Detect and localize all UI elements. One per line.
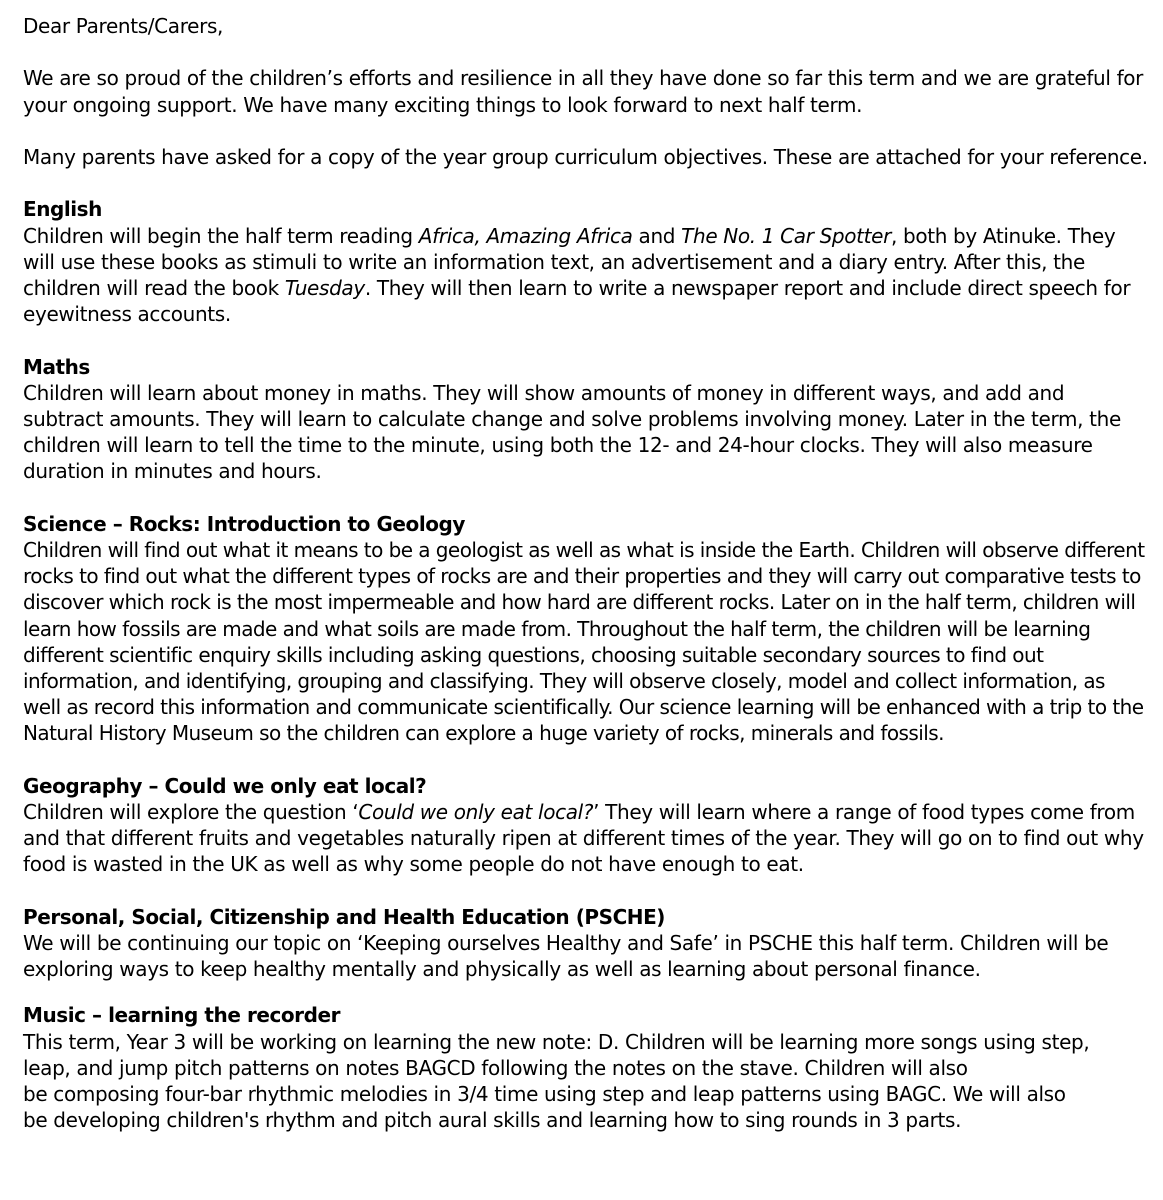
geography-paragraph — [23, 799, 1148, 878]
geography-question: Could we only eat local? — [358, 800, 594, 824]
english-book-3: Tuesday — [284, 275, 365, 300]
science-paragraph: Children will find out what it means to be a geologist as well as what is inside the Earth. Children will observe different rocks to find out what the different types of rocks are and their properties and they will carry out comparative tests to discover which rock is the most impermeable and how hard are different rocks. Later on in the half term, children will learn how fossils are made and what soils are made from. Throughout the half term, the children will be learning different scientific enquiry skills including asking questions, choosing suitable secondary sources to find out information, and identifying, grouping and classifying. They will observe closely, model and collect information, as well as record this information and communicate scientifically. Our science learning will be enhanced with a trip to the Natural History Museum so the children can explore a huge variety of rocks, minerals and fossils. — [23, 537, 1145, 746]
english-text-2: and — [632, 223, 682, 248]
english-text-3: , both by Atinuke. They will use these books as stimuli to write an information text, an advertisement and a diary entry. After this, the children will read the book — [23, 223, 1116, 300]
geography-text-2: ’ They will learn where a range of food types come from and that different fruits and vegetables naturally ripen at different times of the year. They will go on to find out why food is wasted in the UK as well as why some people do not have enough to eat. — [23, 800, 1144, 877]
maths-paragraph: Children will learn about money in maths. They will show amounts of money in different ways, and add and subtract amounts. They will learn to calculate change and solve problems involving money. Later in the term, the children will learn to tell the time to the minute, using both the 12- and 24-hour clocks. They will also measure duration in minutes and hours. — [23, 380, 1121, 484]
english-paragraph — [23, 223, 1148, 328]
music-heading: Music – learning the recorder — [23, 1003, 340, 1028]
psche-heading: Personal, Social, Citizenship and Health Education (PSCHE) — [23, 904, 665, 929]
letter-document — [23, 13, 1148, 1133]
psche-section — [23, 904, 1148, 983]
english-book-1: Africa, Amazing Africa — [418, 223, 633, 248]
psche-paragraph: We will be continuing our topic on ‘Keeping ourselves Healthy and Safe’ in PSCHE this half term. Children will be exploring ways to keep healthy mentally and physically as well as learning about personal finance. — [23, 931, 1109, 982]
curriculum-note-paragraph: Many parents have asked for a copy of the year group curriculum objectives. These are attached for your reference. — [23, 144, 1148, 169]
salutation: Dear Parents/Carers, — [23, 14, 224, 38]
english-text-4: . They will then learn to write a newspaper report and include direct speech for eyewitness accounts. — [23, 275, 1131, 327]
music-paragraph — [23, 1029, 1148, 1134]
english-text-1: Children will begin the half term reading — [23, 223, 419, 248]
music-line-3: be composing four-bar rhythmic melodies in 3/4 time using step and leap patterns using BAGC. We will also — [23, 1082, 1066, 1107]
music-line-4: be developing children's rhythm and pitch aural skills and learning how to sing rounds in 3 parts. — [23, 1108, 962, 1133]
geography-heading: Geography – Could we only eat local? — [23, 773, 427, 798]
geography-section — [23, 773, 1148, 878]
maths-section — [23, 354, 1148, 485]
english-heading: English — [23, 197, 102, 222]
maths-heading: Maths — [23, 354, 90, 379]
music-line-2: leap, and jump pitch patterns on notes BAGCD following the notes on the stave. Children will also — [23, 1055, 968, 1080]
english-section — [23, 196, 1148, 327]
science-section — [23, 511, 1148, 747]
music-line-1: This term, Year 3 will be working on learning the new note: D. Children will be learning more songs using step, — [23, 1029, 1090, 1054]
geography-text-1: Children will explore the question ‘ — [23, 800, 359, 824]
science-heading: Science – Rocks: Introduction to Geology — [23, 511, 465, 536]
english-book-2: The No. 1 Car Spotter — [681, 223, 891, 248]
music-section — [23, 1002, 1148, 1133]
intro-paragraph: We are so proud of the children’s efforts and resilience in all they have done so far this term and we are grateful for your ongoing support. We have many exciting things to look forward to next half term. — [23, 66, 1144, 117]
